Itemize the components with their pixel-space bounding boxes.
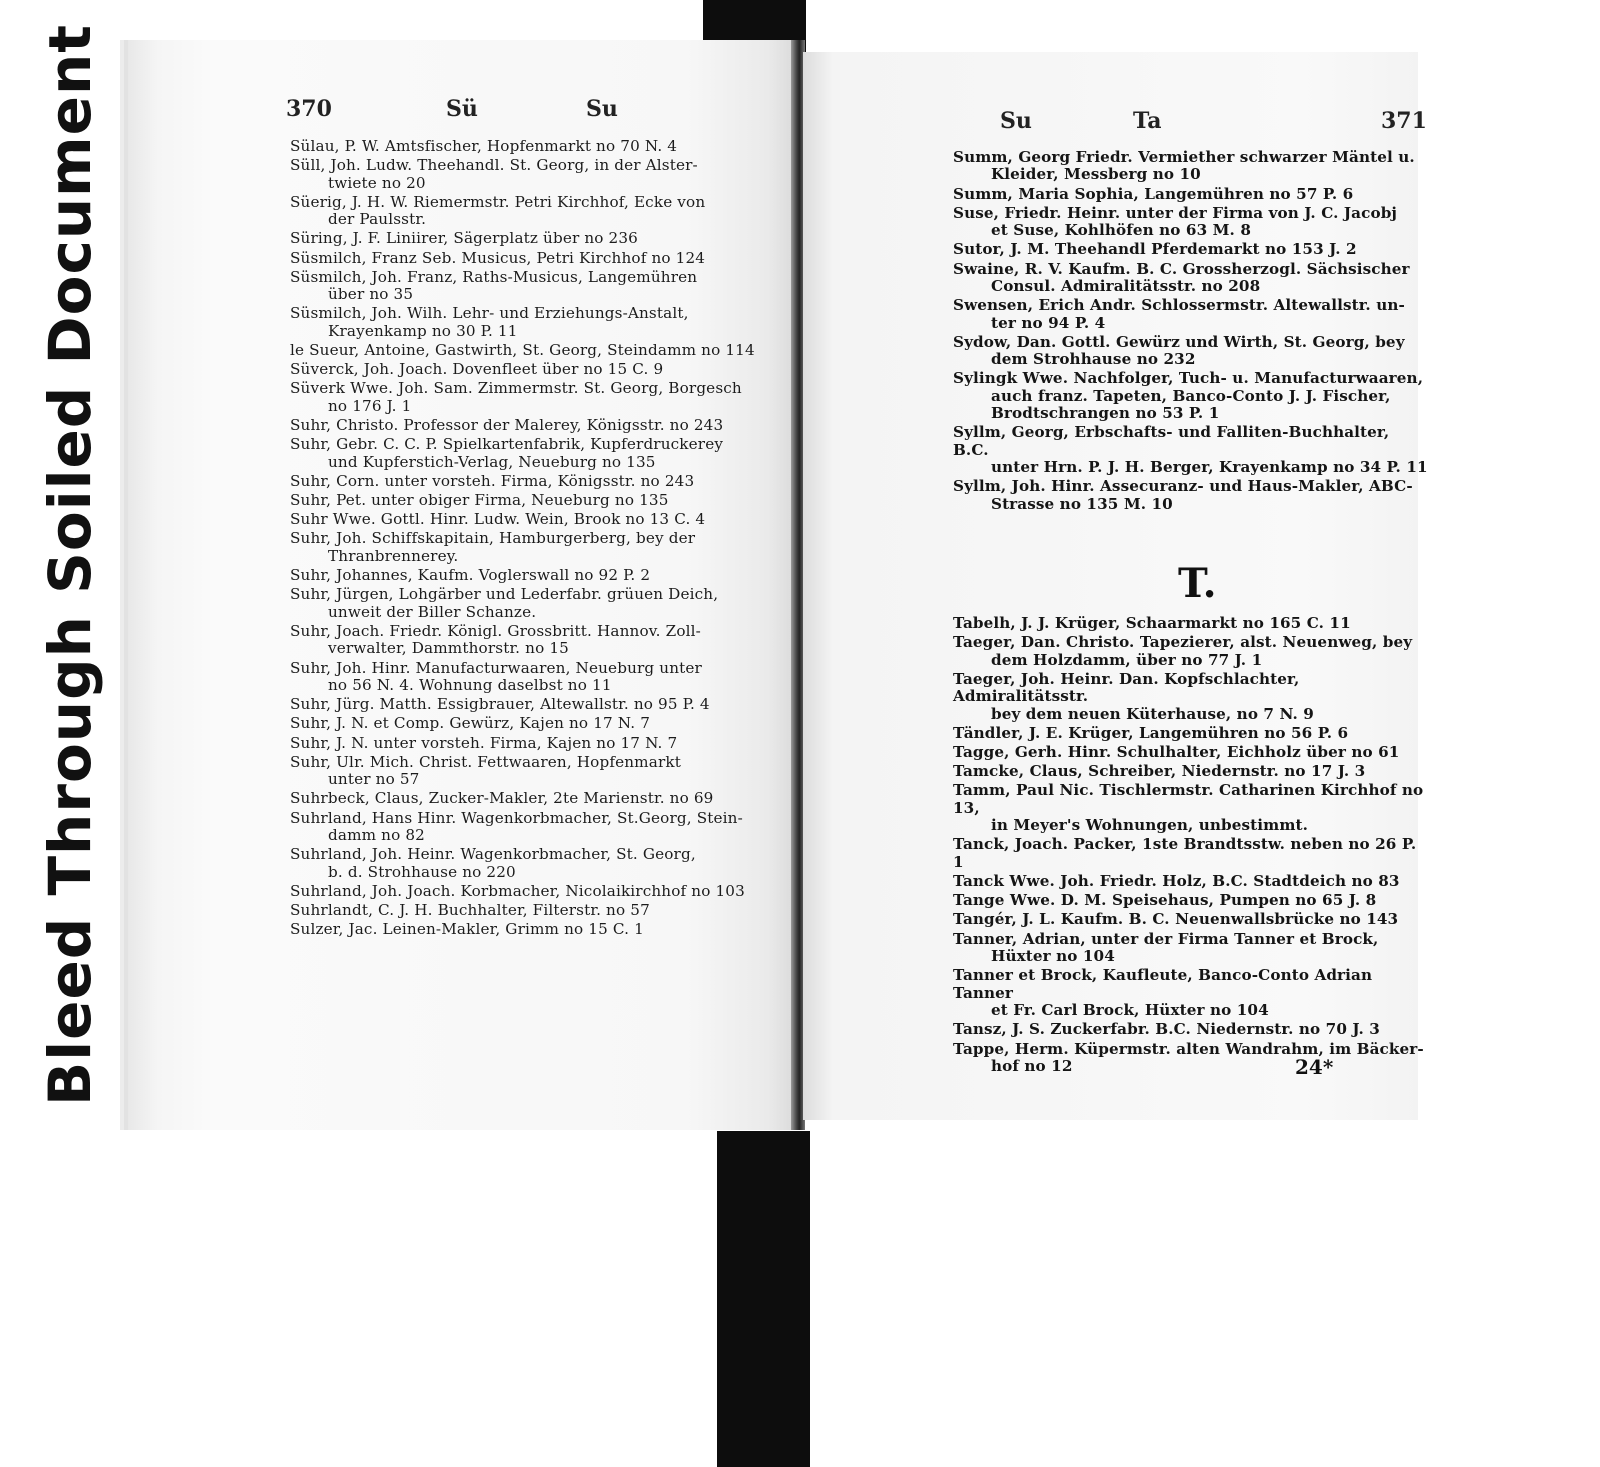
entry-line: Sydow, Dan. Gottl. Gewürz und Wirth, St. Georg, bey bbox=[953, 332, 1405, 351]
entry-continuation: unweit der Biller Schanze. bbox=[328, 602, 537, 621]
entry-continuation: twiete no 20 bbox=[328, 173, 426, 192]
entry-line: Suhrland, Hans Hinr. Wagenkorbmacher, St.Georg, Stein- bbox=[290, 808, 743, 827]
directory-entry bbox=[290, 735, 790, 752]
directory-entry bbox=[953, 370, 1428, 422]
directory-entry bbox=[290, 305, 790, 340]
entry-line: Tansz, J. S. Zuckerfabr. B.C. Niedernstr. no 70 J. 3 bbox=[953, 1020, 1380, 1039]
entry-line: Tamcke, Claus, Schreiber, Niedernstr. no 17 J. 3 bbox=[953, 762, 1366, 781]
directory-entry bbox=[290, 492, 790, 509]
directory-entry bbox=[290, 250, 790, 267]
entry-line: Suhr, Ulr. Mich. Christ. Fettwaaren, Hopfenmarkt bbox=[290, 752, 681, 771]
entry-continuation: Brodtschrangen no 53 P. 1 bbox=[991, 404, 1220, 423]
entry-line: Süsmilch, Joh. Wilh. Lehr- und Erziehungs-Anstalt, bbox=[290, 304, 689, 323]
entry-continuation: Kleider, Messberg no 10 bbox=[991, 165, 1201, 184]
entry-line: Suhr, J. N. unter vorsteh. Firma, Kajen no 17 N. 7 bbox=[290, 733, 678, 752]
left-page-number: 370 bbox=[286, 96, 332, 122]
entry-line: Tanner et Brock, Kaufleute, Banco-Conto Adrian Tanner bbox=[953, 966, 1373, 1002]
entry-line: Suhr Wwe. Gottl. Hinr. Ludw. Wein, Brook no 13 C. 4 bbox=[290, 510, 706, 529]
entry-line: Suhr, Corn. unter vorsteh. Firma, Königsstr. no 243 bbox=[290, 471, 695, 490]
directory-entry bbox=[953, 186, 1428, 203]
side-label bbox=[30, 24, 110, 1106]
entry-continuation: hof no 12 bbox=[991, 1056, 1073, 1075]
left-entry-list bbox=[290, 138, 790, 940]
entry-continuation: über no 35 bbox=[328, 285, 414, 304]
entry-line: Tamm, Paul Nic. Tischlermstr. Catharinen Kirchhof no 13, bbox=[953, 781, 1424, 817]
entry-line: Suhr, Johannes, Kaufm. Voglerswall no 92 P. 2 bbox=[290, 566, 651, 585]
entry-continuation: unter Hrn. P. J. H. Berger, Krayenkamp no 34 P. 11 bbox=[991, 458, 1428, 477]
entry-line: Tändler, J. E. Krüger, Langemühren no 56 P. 6 bbox=[953, 723, 1349, 742]
entry-line: Syllm, Joh. Hinr. Assecuranz- und Haus-Makler, ABC- bbox=[953, 477, 1413, 496]
directory-entry bbox=[290, 623, 790, 658]
directory-entry bbox=[290, 194, 790, 229]
directory-entry bbox=[953, 149, 1428, 184]
directory-entry bbox=[290, 436, 790, 471]
directory-entry bbox=[290, 380, 790, 415]
entry-line: Sülau, P. W. Amtsfischer, Hopfenmarkt no 70 N. 4 bbox=[290, 137, 678, 155]
entry-line: Tabelh, J. J. Krüger, Schaarmarkt no 165 C. 11 bbox=[953, 614, 1351, 632]
entry-line: le Sueur, Antoine, Gastwirth, St. Georg, Steindamm no 114 bbox=[290, 341, 755, 360]
entry-continuation: Consul. Admiralitätsstr. no 208 bbox=[991, 277, 1261, 296]
directory-entry bbox=[290, 511, 790, 528]
directory-entry bbox=[953, 931, 1428, 966]
section-letter: T. bbox=[1178, 560, 1217, 607]
entry-line: Süverck, Joh. Joach. Dovenfleet über no 15 C. 9 bbox=[290, 360, 664, 379]
right-entry-list-t bbox=[953, 615, 1428, 1077]
directory-entry bbox=[290, 883, 790, 900]
entry-line: Suhrland, Joh. Joach. Korbmacher, Nicolaikirchhof no 103 bbox=[290, 881, 745, 900]
entry-continuation: unter no 57 bbox=[328, 770, 420, 789]
entry-line: Tanck Wwe. Joh. Friedr. Holz, B.C. Stadtdeich no 83 bbox=[953, 872, 1400, 891]
entry-line: Suhrbeck, Claus, Zucker-Makler, 2te Marienstr. no 69 bbox=[290, 789, 714, 808]
entry-continuation: verwalter, Dammthorstr. no 15 bbox=[328, 639, 569, 658]
directory-entry bbox=[290, 921, 790, 938]
directory-entry bbox=[953, 892, 1428, 909]
entry-line: Tagge, Gerh. Hinr. Schulhalter, Eichholz über no 61 bbox=[953, 743, 1400, 762]
entry-continuation: ter no 94 P. 4 bbox=[991, 313, 1106, 332]
entry-line: Sylingk Wwe. Nachfolger, Tuch- u. Manufacturwaaren, bbox=[953, 369, 1424, 388]
entry-line: Tange Wwe. D. M. Speisehaus, Pumpen no 65 J. 8 bbox=[953, 891, 1377, 910]
entry-continuation: damm no 82 bbox=[328, 825, 425, 844]
directory-entry bbox=[290, 790, 790, 807]
entry-line: Süverk Wwe. Joh. Sam. Zimmermstr. St. Georg, Borgesch bbox=[290, 379, 742, 398]
black-bar-bottom bbox=[717, 1131, 810, 1467]
entry-line: Tanck, Joach. Packer, 1ste Brandtsstw. neben no 26 P. 1 bbox=[953, 835, 1417, 871]
directory-entry bbox=[290, 660, 790, 695]
side-label-text: Bleed Through Soiled Document bbox=[36, 24, 105, 1106]
directory-entry bbox=[953, 744, 1428, 761]
entry-line: Sulzer, Jac. Leinen-Makler, Grimm no 15 C. 1 bbox=[290, 920, 644, 939]
entry-continuation: dem Holzdamm, über no 77 J. 1 bbox=[991, 650, 1263, 669]
entry-line: Suhrland, Joh. Heinr. Wagenkorbmacher, St. Georg, bbox=[290, 845, 696, 864]
directory-entry bbox=[953, 782, 1428, 834]
directory-entry bbox=[953, 615, 1428, 632]
right-header-right: Ta bbox=[1133, 108, 1162, 134]
entry-continuation: in Meyer's Wohnungen, unbestimmt. bbox=[991, 816, 1309, 835]
entry-line: Suhr, Gebr. C. C. P. Spielkartenfabrik, Kupferdruckerey bbox=[290, 435, 724, 454]
directory-entry bbox=[953, 836, 1428, 871]
open-book bbox=[128, 40, 1428, 1130]
directory-entry bbox=[290, 696, 790, 713]
entry-line: Tangér, J. L. Kaufm. B. C. Neuenwallsbrücke no 143 bbox=[953, 910, 1399, 929]
entry-line: Suse, Friedr. Heinr. unter der Firma von J. C. Jacobj bbox=[953, 203, 1398, 222]
entry-line: Sutor, J. M. Theehandl Pferdemarkt no 153 J. 2 bbox=[953, 240, 1357, 259]
left-header-right: Su bbox=[586, 96, 618, 122]
entry-continuation: Thranbrennerey. bbox=[328, 546, 459, 565]
entry-line: Suhr, Pet. unter obiger Firma, Neueburg no 135 bbox=[290, 491, 669, 510]
entry-continuation: no 176 J. 1 bbox=[328, 396, 412, 415]
entry-line: Suhr, Jürgen, Lohgärber und Lederfabr. grüuen Deich, bbox=[290, 585, 719, 604]
directory-entry bbox=[290, 138, 790, 155]
entry-continuation: b. d. Strohhause no 220 bbox=[328, 862, 516, 881]
directory-entry bbox=[953, 725, 1428, 742]
entry-line: Syllm, Georg, Erbschafts- und Falliten-Buchhalter, B.C. bbox=[953, 423, 1390, 459]
entry-line: Suhr, Joh. Schiffskapitain, Hamburgerberg, bey der bbox=[290, 529, 696, 548]
directory-entry bbox=[290, 902, 790, 919]
directory-entry bbox=[953, 967, 1428, 1019]
directory-entry bbox=[953, 671, 1428, 723]
left-header-left: Sü bbox=[446, 96, 478, 122]
entry-line: Suhrlandt, C. J. H. Buchhalter, Filterstr. no 57 bbox=[290, 900, 650, 919]
directory-entry bbox=[290, 417, 790, 434]
directory-entry bbox=[290, 715, 790, 732]
directory-entry bbox=[290, 473, 790, 490]
entry-line: Süring, J. F. Liniirer, Sägerplatz über no 236 bbox=[290, 229, 638, 248]
right-header-left: Su bbox=[1000, 108, 1032, 134]
directory-entry bbox=[953, 205, 1428, 240]
entry-line: Süsmilch, Franz Seb. Musicus, Petri Kirchhof no 124 bbox=[290, 248, 706, 267]
directory-entry bbox=[290, 230, 790, 247]
entry-continuation: bey dem neuen Küterhause, no 7 N. 9 bbox=[991, 704, 1314, 723]
directory-entry bbox=[290, 567, 790, 584]
entry-continuation: et Suse, Kohlhöfen no 63 M. 8 bbox=[991, 221, 1252, 240]
entry-line: Swaine, R. V. Kaufm. B. C. Grossherzogl. Sächsischer bbox=[953, 259, 1410, 278]
directory-entry bbox=[290, 342, 790, 359]
directory-entry bbox=[953, 1021, 1428, 1038]
directory-entry bbox=[953, 634, 1428, 669]
entry-continuation: Hüxter no 104 bbox=[991, 947, 1115, 966]
entry-line: Süll, Joh. Ludw. Theehandl. St. Georg, in der Alster- bbox=[290, 156, 698, 175]
entry-continuation: et Fr. Carl Brock, Hüxter no 104 bbox=[991, 1001, 1269, 1020]
directory-entry bbox=[290, 530, 790, 565]
entry-continuation: der Paulsstr. bbox=[328, 210, 427, 229]
entry-line: Süsmilch, Joh. Franz, Raths-Musicus, Langemühren bbox=[290, 267, 698, 286]
directory-entry bbox=[953, 1041, 1428, 1076]
entry-continuation: Krayenkamp no 30 P. 11 bbox=[328, 321, 518, 340]
entry-line: Süerig, J. H. W. Riemermstr. Petri Kirchhof, Ecke von bbox=[290, 192, 706, 211]
directory-entry bbox=[953, 873, 1428, 890]
directory-entry bbox=[953, 297, 1428, 332]
entry-continuation: und Kupferstich-Verlag, Neueburg no 135 bbox=[328, 452, 656, 471]
directory-entry bbox=[290, 269, 790, 304]
directory-entry bbox=[953, 261, 1428, 296]
entry-line: Suhr, Joh. Hinr. Manufacturwaaren, Neueburg unter bbox=[290, 658, 702, 677]
directory-entry bbox=[290, 361, 790, 378]
entry-line: Taeger, Joh. Heinr. Dan. Kopfschlachter, Admiralitätsstr. bbox=[953, 669, 1300, 706]
entry-continuation: dem Strohhause no 232 bbox=[991, 350, 1196, 369]
entry-line: Tappe, Herm. Küpermstr. alten Wandrahm, im Bäcker- bbox=[953, 1039, 1424, 1058]
directory-entry bbox=[953, 424, 1428, 476]
directory-entry bbox=[290, 810, 790, 845]
directory-entry bbox=[290, 846, 790, 881]
entry-continuation: auch franz. Tapeten, Banco-Conto J. J. Fischer, bbox=[991, 386, 1391, 405]
directory-entry bbox=[953, 478, 1428, 513]
entry-line: Swensen, Erich Andr. Schlossermstr. Altewallstr. un- bbox=[953, 296, 1405, 315]
directory-entry bbox=[953, 911, 1428, 928]
entry-line: Taeger, Dan. Christo. Tapezierer, alst. Neuenweg, bey bbox=[953, 633, 1413, 652]
signature-mark: 24* bbox=[1295, 1055, 1334, 1079]
entry-continuation: Strasse no 135 M. 10 bbox=[991, 494, 1173, 513]
entry-line: Suhr, J. N. et Comp. Gewürz, Kajen no 17 N. 7 bbox=[290, 714, 651, 733]
directory-entry bbox=[290, 157, 790, 192]
directory-entry bbox=[953, 763, 1428, 780]
left-page bbox=[128, 40, 795, 1130]
right-entry-list-su bbox=[953, 149, 1428, 515]
entry-continuation: no 56 N. 4. Wohnung daselbst no 11 bbox=[328, 675, 612, 694]
entry-line: Summ, Maria Sophia, Langemühren no 57 P. 6 bbox=[953, 184, 1354, 203]
entry-line: Suhr, Jürg. Matth. Essigbrauer, Altewallstr. no 95 P. 4 bbox=[290, 695, 710, 714]
right-page-number: 371 bbox=[1381, 108, 1427, 134]
entry-line: Summ, Georg Friedr. Vermiether schwarzer Mäntel u. bbox=[953, 148, 1415, 166]
directory-entry bbox=[953, 241, 1428, 258]
entry-line: Suhr, Joach. Friedr. Königl. Grossbritt. Hannov. Zoll- bbox=[290, 621, 701, 640]
right-page bbox=[803, 52, 1428, 1120]
entry-line: Tanner, Adrian, unter der Firma Tanner et Brock, bbox=[953, 929, 1379, 948]
entry-line: Suhr, Christo. Professor der Malerey, Königsstr. no 243 bbox=[290, 416, 724, 435]
directory-entry bbox=[290, 754, 790, 789]
directory-entry bbox=[290, 586, 790, 621]
directory-entry bbox=[953, 334, 1428, 369]
